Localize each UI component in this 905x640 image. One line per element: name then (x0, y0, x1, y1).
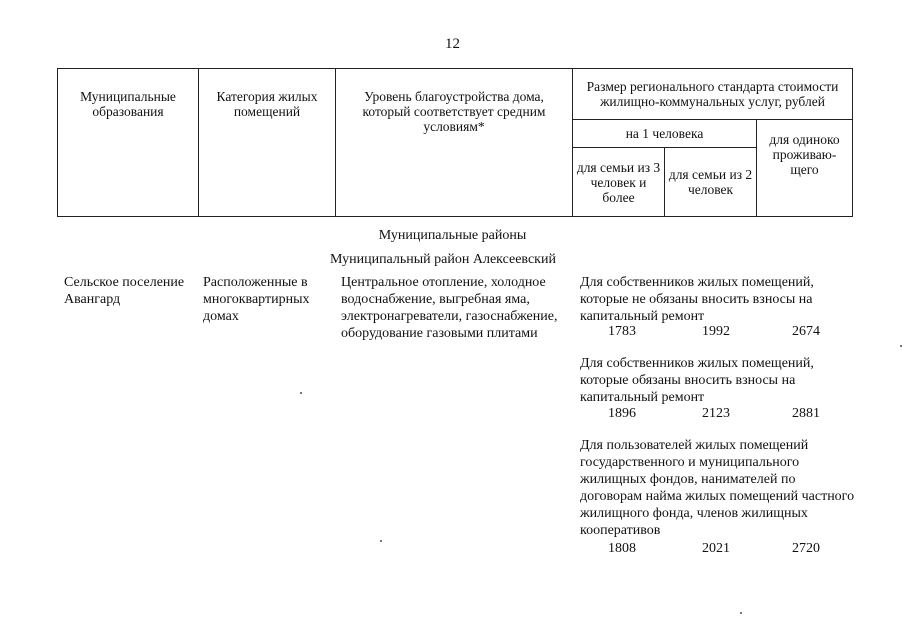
value-family2: 2123 (702, 406, 730, 421)
value-family2: 2021 (702, 541, 730, 556)
value-family3: 1808 (608, 541, 636, 556)
value-single: 2720 (792, 541, 820, 556)
header-level: Уровень благоустройства дома, который соответствует средним условиям* (336, 69, 573, 217)
value-family3: 1783 (608, 324, 636, 339)
scan-speck (380, 540, 382, 542)
group-values (580, 406, 842, 424)
level-cell: Центральное отопление, холодное водоснабжение, выгребная яма, электронагреватели, газоснабжение, оборудование газовыми плитами (341, 275, 558, 341)
category-cell: Расположенные в многоквартирных домах (203, 275, 310, 324)
section-title: Муниципальные районы (378, 228, 527, 243)
scan-speck (740, 612, 742, 614)
group-label: Для пользователей жилых помещений государственного и муниципального жилищных фондов, нанимателей по договорам найма жилых помещений частного жилищного фонда, членов жилищных кооперативов (580, 438, 855, 538)
value-family3: 1896 (608, 406, 636, 421)
scan-speck (300, 392, 302, 394)
header-table (57, 68, 853, 217)
group-values (580, 541, 842, 559)
header-standard: Размер регионального стандарта стоимости жилищно-коммунальных услуг, рублей (573, 69, 853, 120)
group-label: Для собственников жилых помещений, которые не обязаны вносить взносы на капитальный ремонт (580, 275, 814, 324)
page-number: 12 (445, 36, 460, 52)
scan-speck (900, 345, 902, 347)
header-family3: для семьи из 3 человек и более (573, 148, 665, 217)
municipality-cell: Сельское поселение Авангард (64, 275, 185, 307)
header-family2: для семьи из 2 человек (665, 148, 757, 217)
value-single: 2881 (792, 406, 820, 421)
value-family2: 1992 (702, 324, 730, 339)
header-single: для одиноко проживаю-щего (757, 119, 853, 216)
value-single: 2674 (792, 324, 820, 339)
district-title: Муниципальный район Алексеевский (330, 252, 556, 267)
header-municipal: Муниципальные образования (58, 69, 199, 217)
header-category: Категория жилых помещений (199, 69, 336, 217)
group-values (580, 324, 842, 342)
group-label: Для собственников жилых помещений, которые обязаны вносить взносы на капитальный ремонт (580, 356, 814, 405)
header-per-person: на 1 человека (573, 119, 757, 147)
